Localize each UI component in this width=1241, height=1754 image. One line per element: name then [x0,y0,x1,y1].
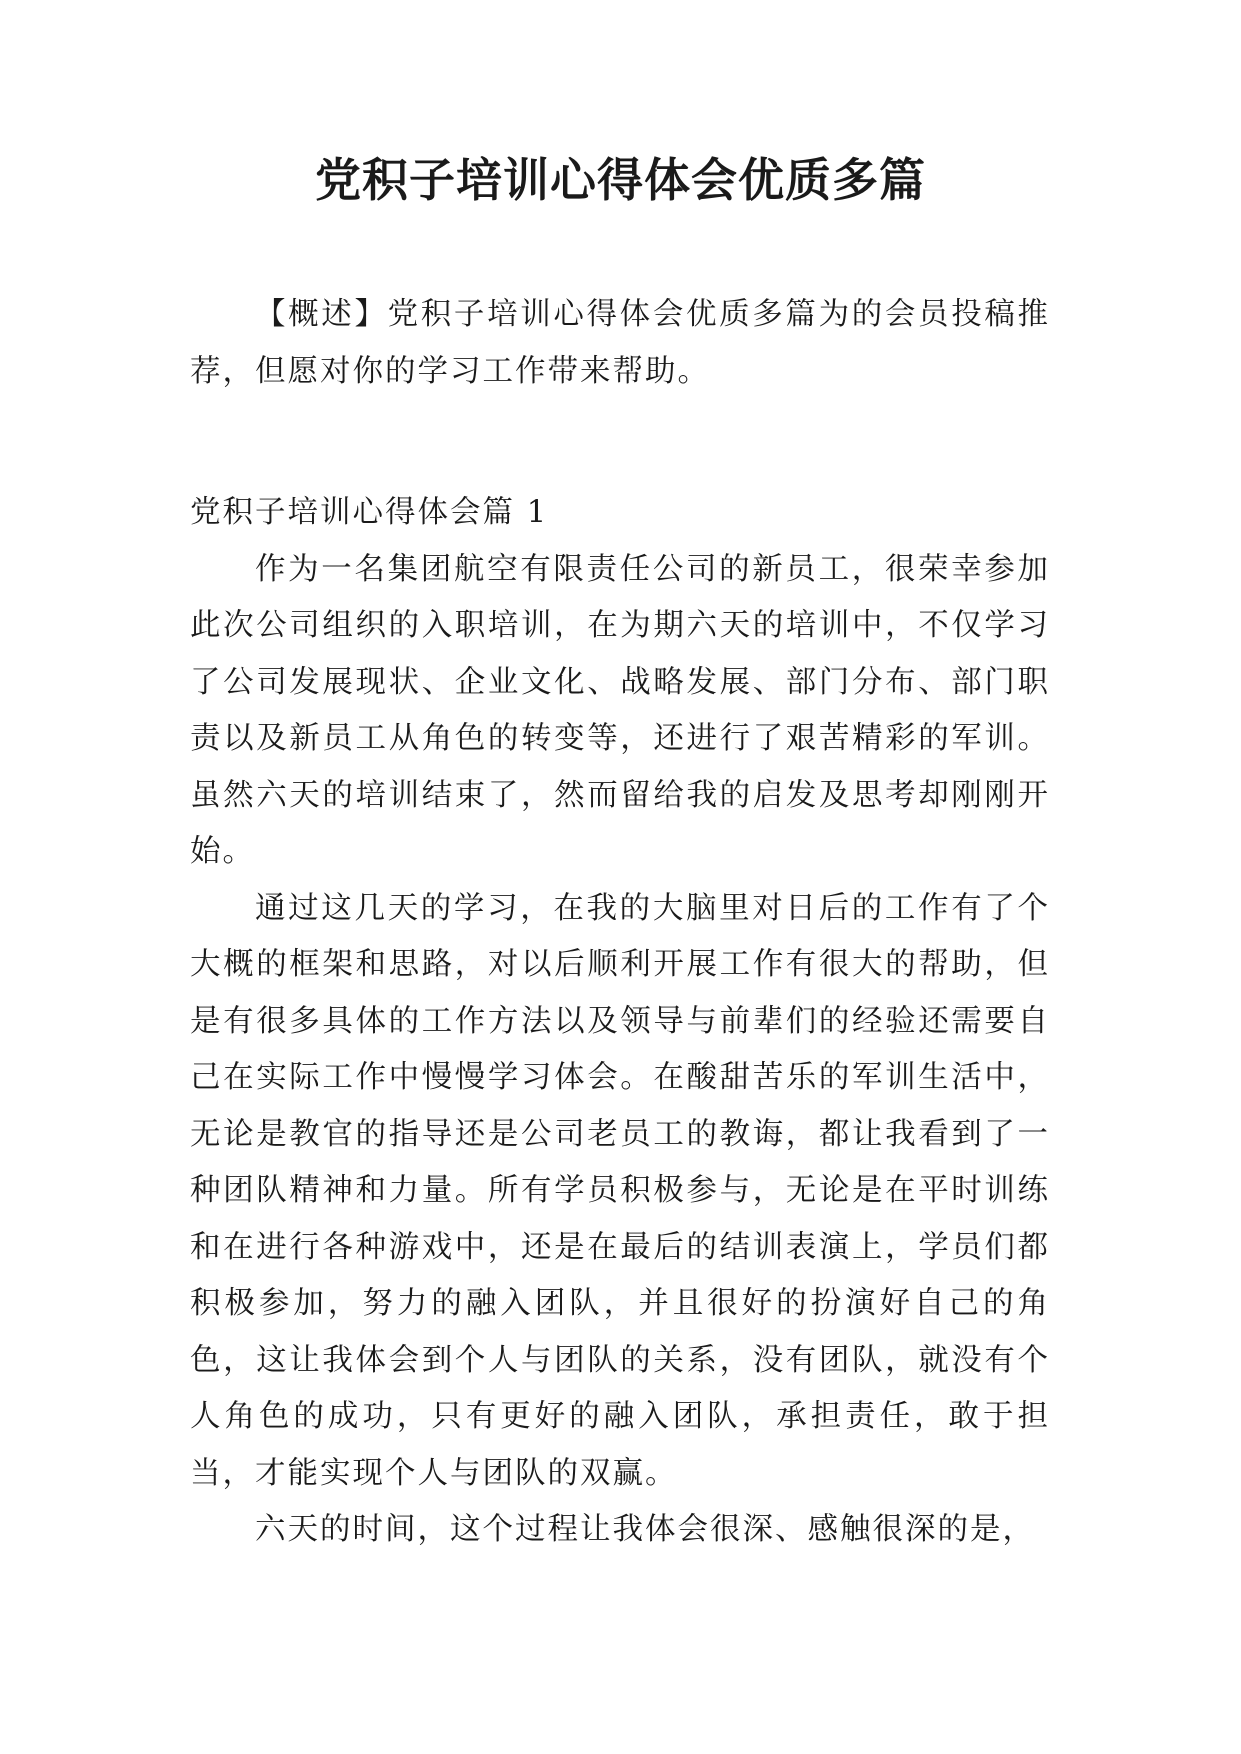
overview-paragraph: 【概述】党积子培训心得体会优质多篇为的会员投稿推荐，但愿对你的学习工作带来帮助。 [190,297,1050,389]
document-title: 党积子培训心得体会优质多篇 [315,153,926,207]
body-paragraph: 作为一名集团航空有限责任公司的新员工，很荣幸参加此次公司组织的入职培训，在为期六天的培训中，不仅学习了公司发展现状、企业文化、战略发展、部门分布、部门职责以及新员工从角色的转变等，还进行了艰苦精彩的军训。虽然六天的培训结束了，然而留给我的启发及思考却刚刚开始。 [190,551,1050,869]
section-heading: 党积子培训心得体会篇 1 [190,495,549,530]
document-body [190,287,1050,1559]
body-paragraph: 通过这几天的学习，在我的大脑里对日后的工作有了个大概的框架和思路，对以后顺利开展工作有很大的帮助，但是有很多具体的工作方法以及领导与前辈们的经验还需要自己在实际工作中慢慢学习体会。在酸甜苦乐的军训生活中，无论是教官的指导还是公司老员工的教诲，都让我看到了一种团队精神和力量。所有学员积极参与，无论是在平时训练和在进行各种游戏中，还是在最后的结训表演上，学员们都积极参加，努力的融入团队，并且很好的扮演好自己的角色，这让我体会到个人与团队的关系，没有团队，就没有个人角色的成功，只有更好的融入团队，承担责任，敢于担当，才能实现个人与团队的双赢。 [190,890,1050,1491]
body-paragraph: 六天的时间，这个过程让我体会很深、感触很深的是， [255,1512,1035,1547]
